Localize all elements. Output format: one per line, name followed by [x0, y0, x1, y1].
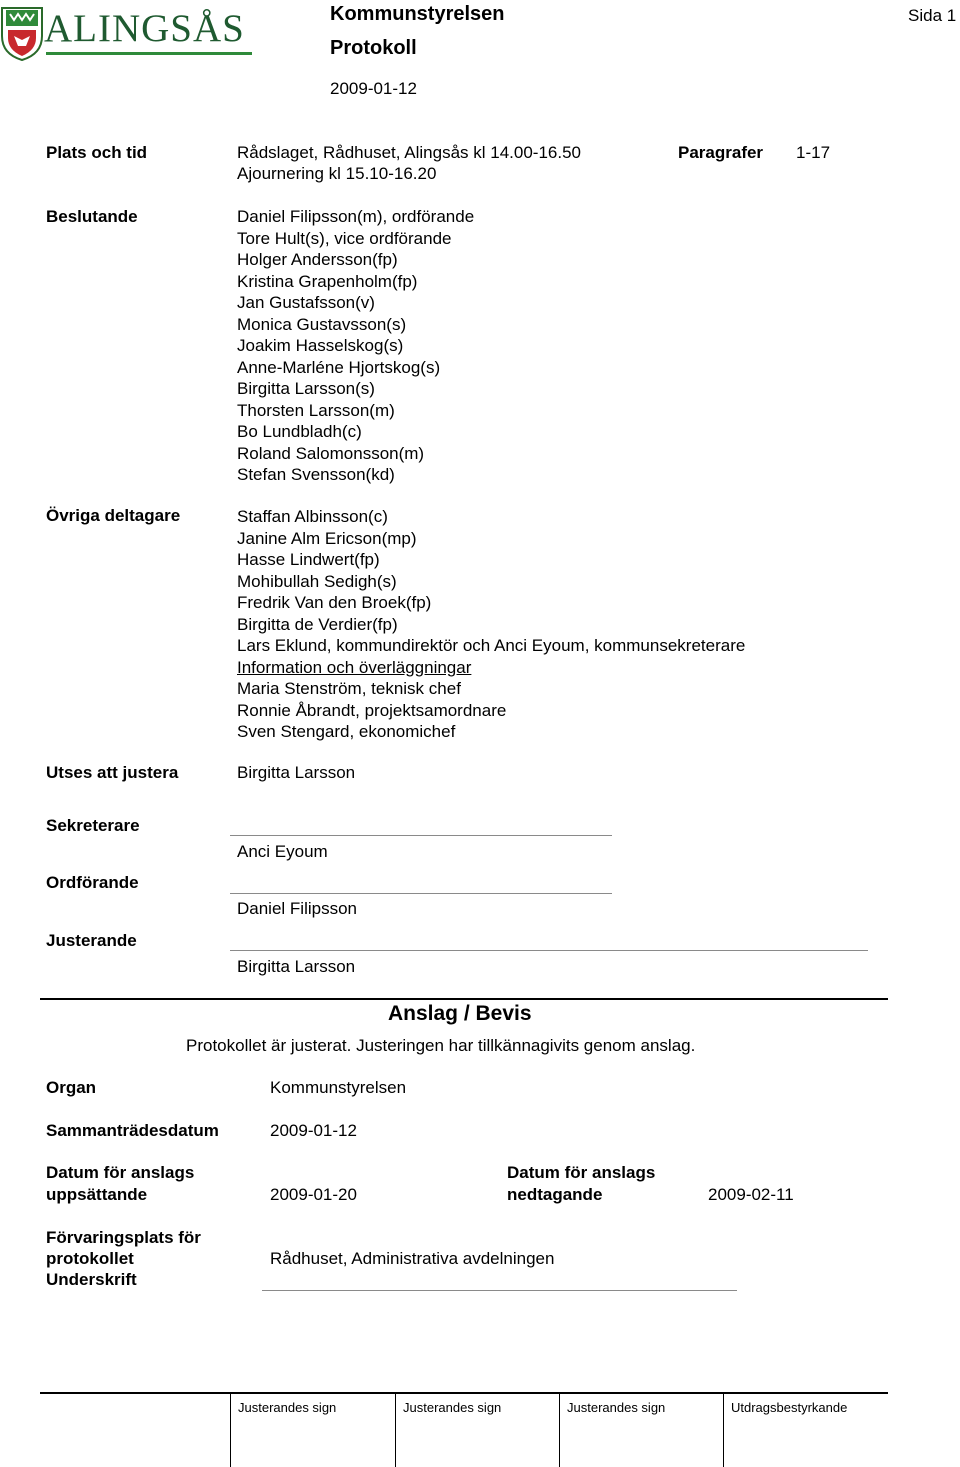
organ-label: Organ — [46, 1078, 97, 1097]
paragraphs-value: 1-17 — [796, 143, 831, 162]
decision-makers-label: Beslutande — [46, 207, 138, 226]
place-line-2: Ajournering kl 15.10-16.20 — [237, 164, 437, 183]
footer-divider — [230, 1393, 231, 1467]
signature-label: Underskrift — [46, 1270, 137, 1289]
footer-divider — [395, 1393, 396, 1467]
list-item: Sven Stengard, ekonomichef — [237, 722, 456, 741]
decision-makers-list — [237, 206, 474, 486]
document-type: Protokoll — [330, 37, 417, 59]
list-item: Hasse Lindwert(fp) — [237, 550, 380, 569]
removed-label-line-2: nedtagande — [507, 1185, 603, 1204]
footer-extract-cell[interactable]: Utdragsbestyrkande — [731, 1400, 848, 1415]
removed-label-line-1: Datum för anslags — [507, 1163, 656, 1182]
page-number: Sida 1 — [908, 6, 957, 25]
list-item: Joakim Hasselskog(s) — [237, 336, 404, 355]
list-item: Stefan Svensson(kd) — [237, 465, 395, 484]
meeting-date-value: 2009-01-12 — [270, 1121, 357, 1140]
list-item: Kristina Grapenholm(fp) — [237, 271, 418, 291]
info-heading: Information och överläggningar — [237, 657, 472, 677]
coat-of-arms-icon — [0, 6, 44, 62]
notice-heading: Anslag / Bevis — [388, 1002, 532, 1025]
notice-signature-line[interactable] — [262, 1290, 737, 1291]
secretary-label: Sekreterare — [46, 816, 140, 835]
list-item: Anne-Marléne Hjortskog(s) — [237, 357, 441, 377]
posted-label-line-2: uppsättande — [46, 1185, 148, 1204]
posted-date-value: 2009-01-20 — [270, 1185, 357, 1204]
list-item: Monica Gustavsson(s) — [237, 314, 407, 334]
adjuster-value: Birgitta Larsson — [237, 763, 356, 782]
list-item: Staffan Albinsson(c) — [237, 507, 388, 526]
other-participants-list — [237, 506, 745, 743]
footer-sign-cell[interactable]: Justerandes sign — [567, 1400, 666, 1415]
document-date: 2009-01-12 — [330, 79, 417, 98]
list-item: Janine Alm Ericson(mp) — [237, 528, 417, 548]
adjuster-signature-label: Justerande — [46, 931, 137, 950]
municipality-logo — [0, 6, 260, 62]
list-item: Mohibullah Sedigh(s) — [237, 571, 397, 591]
place-line-1: Rådslaget, Rådhuset, Alingsås kl 14.00-16.50 — [237, 143, 582, 162]
posted-label-line-1: Datum för anslags — [46, 1163, 195, 1182]
footer-sign-cell[interactable]: Justerandes sign — [403, 1400, 502, 1415]
footer-top-rule — [40, 1392, 888, 1394]
list-item: Holger Andersson(fp) — [237, 250, 398, 269]
brand-underline — [46, 52, 252, 55]
list-item: Roland Salomonsson(m) — [237, 443, 425, 463]
committee-title: Kommunstyrelsen — [330, 3, 505, 25]
secretary-signature-line[interactable] — [230, 835, 612, 836]
footer-divider — [559, 1393, 560, 1467]
secretary-name: Anci Eyoum — [237, 842, 328, 861]
list-item: Lars Eklund, kommundirektör och Anci Eyoum, kommunsekreterare — [237, 636, 746, 655]
notice-divider — [40, 998, 888, 1000]
brand-wordmark: ALINGSÅS — [44, 7, 245, 50]
chair-name: Daniel Filipsson — [237, 899, 357, 918]
chair-signature-line[interactable] — [230, 893, 612, 894]
list-item: Ronnie Åbrandt, projektsamordnare — [237, 700, 507, 720]
list-item: Thorsten Larsson(m) — [237, 400, 395, 420]
place-label: Plats och tid — [46, 143, 148, 162]
list-item: Maria Stenström, teknisk chef — [237, 679, 461, 698]
list-item: Jan Gustafsson(v) — [237, 293, 375, 312]
list-item: Birgitta Larsson(s) — [237, 379, 375, 398]
chair-label: Ordförande — [46, 873, 139, 892]
footer-divider — [723, 1393, 724, 1467]
list-item: Fredrik Van den Broek(fp) — [237, 593, 432, 612]
removed-date-value: 2009-02-11 — [708, 1185, 794, 1204]
storage-label-line-2: protokollet — [46, 1249, 134, 1268]
other-participants-label: Övriga deltagare — [46, 506, 181, 525]
adjuster-signature-name: Birgitta Larsson — [237, 957, 356, 976]
list-item: Daniel Filipsson(m), ordförande — [237, 207, 475, 226]
footer-sign-cell[interactable]: Justerandes sign — [238, 1400, 337, 1415]
paragraphs-label: Paragrafer — [678, 143, 764, 162]
meeting-date-label: Sammanträdesdatum — [46, 1121, 219, 1140]
adjuster-signature-line[interactable] — [230, 950, 868, 951]
organ-value: Kommunstyrelsen — [270, 1078, 407, 1097]
list-item: Tore Hult(s), vice ordförande — [237, 228, 452, 248]
list-item: Birgitta de Verdier(fp) — [237, 614, 398, 634]
adjuster-label: Utses att justera — [46, 763, 179, 782]
storage-label-line-1: Förvaringsplats för — [46, 1228, 201, 1247]
storage-value: Rådhuset, Administrativa avdelningen — [270, 1249, 555, 1268]
notice-statement: Protokollet är justerat. Justeringen har tillkännagivits genom anslag. — [186, 1036, 696, 1055]
list-item: Bo Lundbladh(c) — [237, 422, 362, 441]
